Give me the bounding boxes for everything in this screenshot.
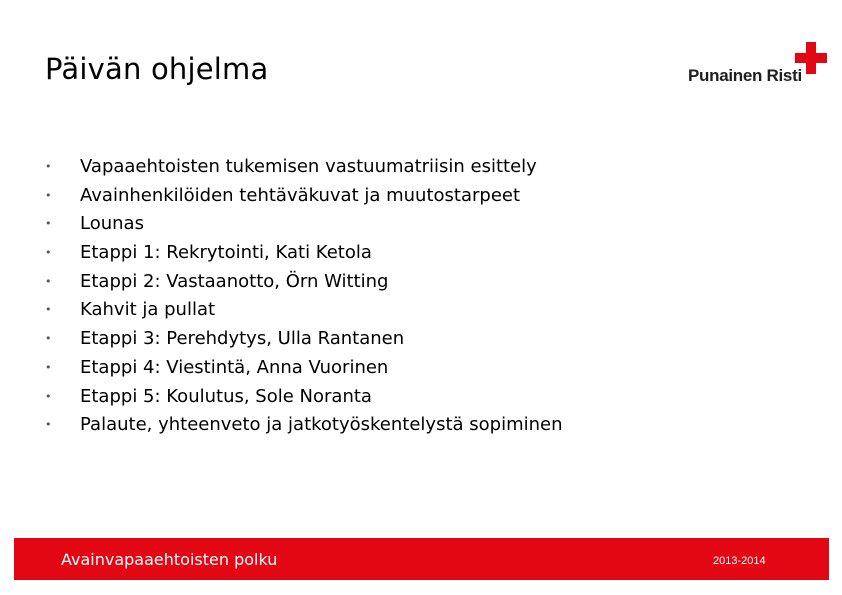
red-cross-icon [795, 42, 827, 74]
bullet-icon: • [45, 360, 52, 374]
logo [688, 40, 830, 88]
logo-text: Punainen Risti [688, 66, 802, 85]
footer-title: Avainvapaaehtoisten polku [61, 550, 278, 569]
footer-year: 2013-2014 [713, 555, 766, 567]
bullet-icon: • [45, 389, 52, 403]
bullet-icon: • [45, 332, 52, 346]
agenda-item-text: Etappi 2: Vastaanotto, Örn Witting [80, 270, 389, 292]
agenda-item-text: Palaute, yhteenveto ja jatkotyöskentelystä sopiminen [80, 414, 563, 436]
agenda-item-text: Etappi 4: Viestintä, Anna Vuorinen [80, 356, 389, 378]
bullet-icon: • [45, 246, 52, 260]
footer-bar [14, 538, 829, 580]
bullet-icon: • [45, 188, 52, 202]
bullet-icon: • [45, 217, 52, 231]
slide-title: Päivän ohjelma [45, 52, 269, 86]
bullet-icon: • [45, 418, 52, 432]
agenda-item-text: Etappi 5: Koulutus, Sole Noranta [80, 385, 372, 407]
agenda-item-text: Kahvit ja pullat [80, 299, 216, 321]
agenda-item-text: Vapaaehtoisten tukemisen vastuumatriisin esittely [80, 156, 537, 177]
agenda-item-text: Etappi 3: Perehdytys, Ulla Rantanen [80, 328, 405, 350]
bullet-icon: • [45, 274, 52, 288]
agenda-item-text: Avainhenkilöiden tehtäväkuvat ja muutostarpeet [80, 184, 521, 206]
agenda-item-text: Lounas [80, 213, 144, 235]
agenda-item-text: Etappi 1: Rekrytointi, Kati Ketola [80, 242, 372, 264]
bullet-icon: • [45, 303, 52, 317]
bullet-icon: • [45, 160, 52, 173]
